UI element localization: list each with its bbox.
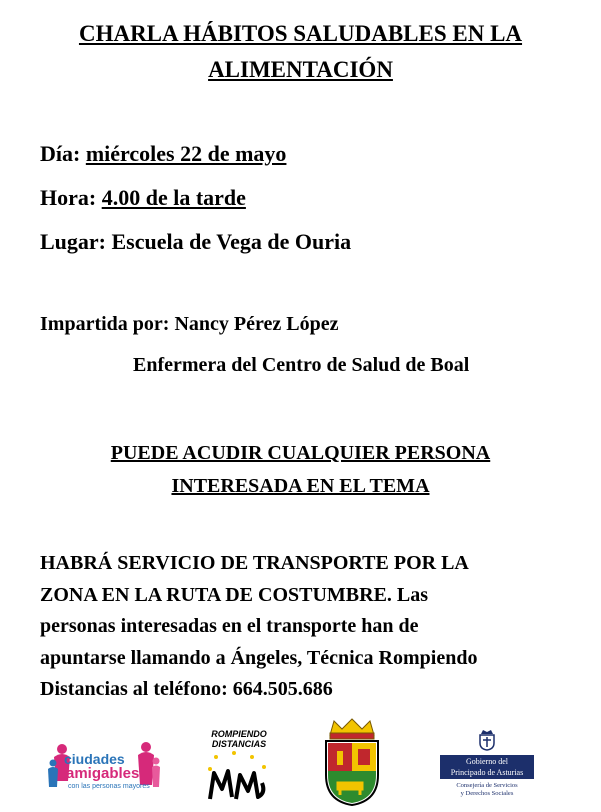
- ciudades-word-2: amigables: [66, 765, 140, 782]
- date-line: [40, 139, 286, 169]
- transport-line-2: ZONA EN LA RUTA DE COSTUMBRE. Las: [40, 583, 429, 606]
- place-value: Escuela de Vega de Ouria: [111, 229, 352, 254]
- rompiendo-word-2: DISTANCIAS: [211, 739, 267, 749]
- principado-asturias-logo: [437, 729, 537, 809]
- speaker-line: Impartida por: Nancy Pérez López: [40, 313, 339, 335]
- title-line-1: CHARLA HÁBITOS SALUDABLES EN LA: [78, 21, 523, 46]
- document-title: [0, 16, 601, 88]
- transport-line-5: Distancias al teléfono: 664.505.686: [40, 678, 333, 700]
- principado-banner: [440, 755, 534, 779]
- place-label: Lugar:: [40, 229, 106, 254]
- rompiendo-distancias-logo: [200, 729, 278, 807]
- title-line-2: ALIMENTACIÓN: [208, 57, 393, 82]
- notice-line-2: INTERESADA EN EL TEMA: [171, 475, 430, 497]
- speaker-role: Enfermera del Centro de Salud de Boal: [133, 354, 470, 376]
- transport-line-1: HABRÁ SERVICIO DE TRANSPORTE POR LA: [40, 552, 469, 574]
- coat-of-arms-icon: [320, 717, 384, 807]
- principado-line-4: y Derechos Sociales: [460, 790, 514, 797]
- place-line: [40, 227, 351, 257]
- transport-line-3: personas interesadas en el transporte han de: [40, 615, 419, 637]
- time-value: 4.00 de la tarde: [101, 185, 246, 210]
- transport-line-4: apuntarse llamando a Ángeles, Técnica Rompiendo: [40, 646, 478, 669]
- date-label: Día:: [40, 141, 81, 166]
- principado-line-3: Consejería de Servicios: [456, 782, 518, 789]
- transport-paragraph: [40, 548, 570, 706]
- principado-line-1: Gobierno del: [466, 757, 508, 766]
- notice: [0, 437, 601, 503]
- municipal-shield-logo: [320, 717, 384, 807]
- date-value: miércoles 22 de mayo: [85, 141, 287, 166]
- time-line: [40, 183, 246, 213]
- asturias-crest-icon: [477, 729, 497, 751]
- ciudades-tagline: con las personas mayores: [68, 783, 150, 790]
- notice-line-1: PUEDE ACUDIR CUALQUIER PERSONA: [110, 442, 491, 464]
- ciudades-word-1: ciudades: [64, 751, 125, 767]
- logo-strip: [0, 715, 601, 810]
- time-label: Hora:: [40, 185, 97, 210]
- principado-line-2: Principado de Asturias: [450, 768, 524, 777]
- rompiendo-mark-icon: [200, 749, 278, 807]
- rompiendo-word-1: ROMPIENDO: [211, 729, 267, 739]
- ciudades-amigables-logo: [44, 737, 164, 799]
